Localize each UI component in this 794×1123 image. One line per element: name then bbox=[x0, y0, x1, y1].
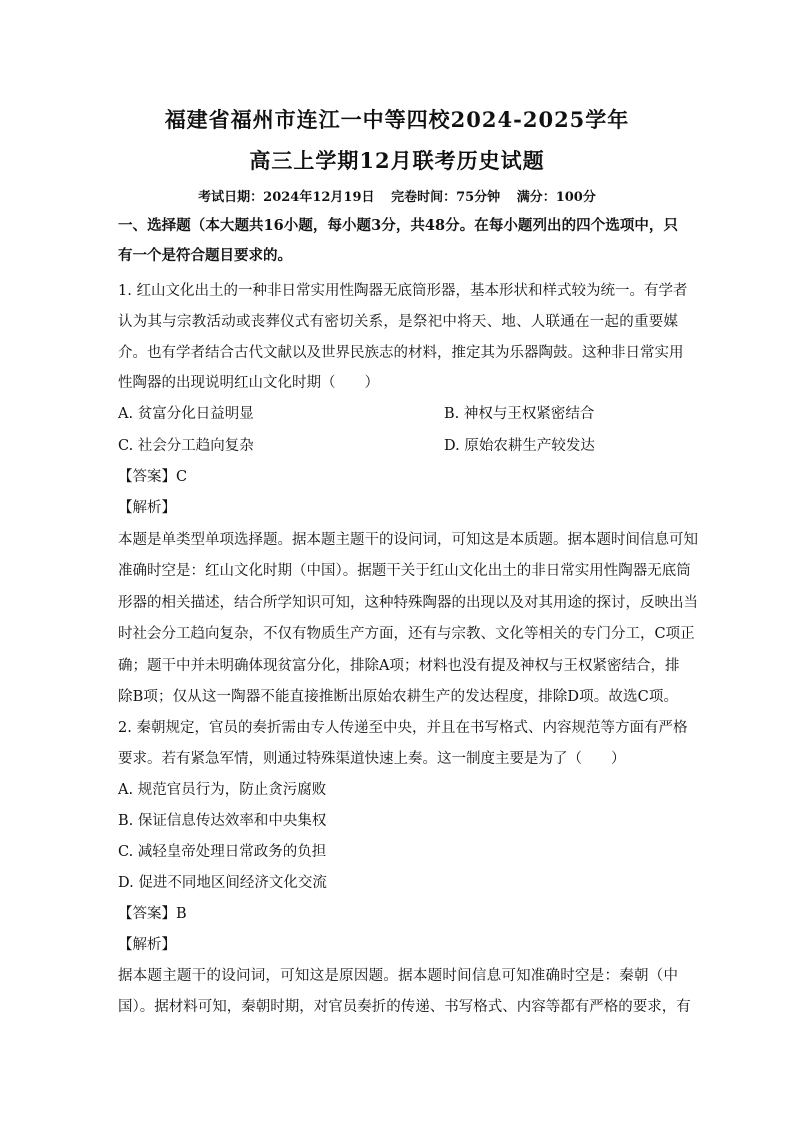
q1-stem-line-4: 性陶器的出现说明红山文化时期（ ） bbox=[118, 375, 379, 391]
q1-option-c: C. 社会分工趋向复杂 bbox=[118, 438, 254, 454]
exam-full-score: 满分：100分 bbox=[516, 190, 596, 205]
q1-analysis-label: 【解析】 bbox=[118, 500, 176, 516]
page-title-line-1: 福建省福州市连江一中等四校2024-2025学年 bbox=[164, 107, 630, 132]
page-title-line-2: 高三上学期12月联考历史试题 bbox=[249, 148, 545, 173]
q1-stem-line-2: 认为其与宗教活动或丧葬仪式有密切关系，是祭祀中将天、地、人联通在一起的重要媒 bbox=[118, 314, 678, 330]
q1-analysis-line-4: 时社会分工趋向复杂，不仅有物质生产方面，还有与宗教、文化等相关的专门分工，C项正 bbox=[118, 626, 695, 642]
q1-option-d: D. 原始农耕生产较发达 bbox=[444, 438, 595, 454]
q1-stem-line-1: 1. 红山文化出土的一种非日常实用性陶器无底筒形器，基本形状和样式较为统一。有学者 bbox=[118, 283, 688, 299]
q2-option-a: A. 规范官员行为，防止贪污腐败 bbox=[118, 782, 327, 798]
q1-analysis-line-5: 确；题干中并未明确体现贫富分化，排除A项；材料也没有提及神权与王权紧密结合，排 bbox=[118, 658, 680, 674]
q2-option-c: C. 减轻皇帝处理日常政务的负担 bbox=[118, 844, 327, 860]
q1-analysis-line-1: 本题是单类型单项选择题。据本题主题干的设问词，可知这是本质题。据本题时间信息可知 bbox=[118, 532, 698, 548]
q2-stem-line-1: 2. 秦朝规定，官员的奏折需由专人传递至中央，并且在书写格式、内容规范等方面有严格 bbox=[118, 720, 688, 736]
q1-option-a: A. 贫富分化日益明显 bbox=[118, 406, 254, 422]
q1-stem-line-3: 介。也有学者结合古代文献以及世界民族志的材料，推定其为乐器陶鼓。这种非日常实用 bbox=[118, 345, 684, 361]
q2-stem-line-2: 要求。若有紧急军情，则通过特殊渠道快速上奏。这一制度主要是为了（ ） bbox=[118, 751, 626, 767]
q2-analysis-line-1: 据本题主题干的设问词，可知这是原因题。据本题时间信息可知准确时空是：秦朝（中 bbox=[118, 968, 678, 984]
section-heading-line-2: 有一个是符合题目要求的。 bbox=[118, 247, 292, 264]
q2-analysis-label: 【解析】 bbox=[118, 937, 176, 953]
section-heading-line-1: 一、选择题（本大题共16小题，每小题3分，共48分。在每小题列出的四个选项中，只 bbox=[118, 217, 678, 234]
q2-answer: 【答案】B bbox=[118, 906, 187, 922]
q1-analysis-line-6: 除B项；仅从这一陶器不能直接推断出原始农耕生产的发达程度，排除D项。故选C项。 bbox=[118, 689, 678, 705]
exam-duration: 完卷时间：75分钟 bbox=[391, 190, 501, 205]
q1-analysis-line-2: 准确时空是：红山文化时期（中国）。据题干关于红山文化出土的非日常实用性陶器无底筒 bbox=[118, 563, 691, 579]
q1-answer: 【答案】C bbox=[118, 469, 188, 485]
q1-analysis-line-3: 形器的相关描述，结合所学知识可知，这种特殊陶器的出现以及对其用途的探讨，反映出当 bbox=[118, 595, 698, 611]
q1-option-b: B. 神权与王权紧密结合 bbox=[444, 406, 595, 422]
exam-date: 考试日期：2024年12月19日 bbox=[198, 190, 375, 205]
q2-option-d: D. 促进不同地区间经济文化交流 bbox=[118, 875, 327, 891]
q2-option-b: B. 保证信息传达效率和中央集权 bbox=[118, 813, 327, 829]
q2-analysis-line-2: 国）。据材料可知，秦朝时期，对官员奏折的传递、书写格式、内容等都有严格的要求，有 bbox=[118, 999, 691, 1015]
exam-info bbox=[0, 186, 794, 205]
